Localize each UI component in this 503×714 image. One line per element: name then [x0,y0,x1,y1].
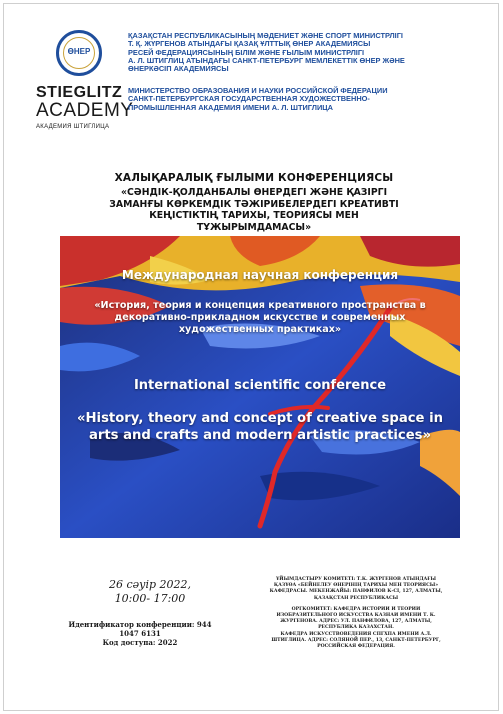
organizer-kz-line: ҰЙЫМДАСТЫРУ КОМИТЕТІ: Т.К. ЖҮРГЕНОВ АТЫНДАҒЫ [275,577,436,582]
header-ru-line: ПРОМЫШЛЕННАЯ АКАДЕМИЯ ИМЕНИ А. Л. ШТИГЛИЦА [128,102,334,112]
header-kz-line: ҚАЗАҚСТАН РЕСПУБЛИКАСЫНЫҢ МӘДЕНИЕТ ЖӘНЕ СПОРТ МИНИСТРЛІГІ [128,31,403,40]
banner-ru-line: «История, теория и концепция креативного пространства в [94,300,426,311]
academy-name-line3: АКАДЕМИЯ ШТИГЛИЦА [36,124,110,130]
poster-page [3,3,499,711]
banner-ru-theme [60,300,460,336]
organizer-ru-line: РЕСПУБЛИКА КАЗАХСТАН. [318,625,394,631]
organizer-ru-line: РОССИЙСКАЯ ФЕДЕРАЦИЯ. [317,644,395,650]
theme-kz-line: «СӘНДІК-ҚОЛДАНБАЛЫ ӨНЕРДЕГІ ЖӘНЕ ҚАЗІРГІ [120,187,388,198]
organizer-ru-line: ИЗОБРАЗИТЕЛЬНОГО ИСКУССТВА КАЗНАИ ИМЕНИ Т. К. [276,613,436,619]
event-date: 26 сәуір 2022, [108,578,192,591]
organizer-ru-line: ЖУРГЕНОВА. АДРЕС: УЛ. ПАНФИЛОВА, 127, АЛМАТЫ, [280,619,432,625]
academy-name-line2: ACADEMY [36,100,134,121]
conference-theme-kz [34,187,474,233]
header-kz-line: А. Л. ШТИГЛИЦ АТЫНДАҒЫ САНКТ-ПЕТЕРБУРГ МЕМЛЕКЕТТІК ӨНЕР ЖӘНЕ [128,55,405,65]
organizers-block [236,577,476,650]
banner-en-theme [60,410,460,444]
banner-ru-heading: Международная научная конференция [121,268,399,282]
banner-en-line: «History, theory and concept of creative space in [77,411,443,426]
conference-access-info [50,620,230,647]
logo-text: ӨНЕР [67,47,91,56]
header-kz-line: ӨНЕРКӘСІП АКАДЕМИЯСЫ [128,64,229,74]
theme-kz-line: ТҰЖЫРЫМДАМАСЫ» [196,221,312,233]
access-code: Код доступа: 2022 [102,638,178,647]
academy-name-line1: STIEGLITZ [36,84,123,101]
banner-en-line: arts and crafts and modern artistic practices» [88,428,432,443]
stieglitz-academy-logo [36,84,134,130]
header-kz-line: РЕСЕЙ ФЕДЕРАЦИЯСЫНЫҢ БІЛІМ ЖӘНЕ ҒЫЛЫМ МИНИСТРЛІГІ [128,47,365,57]
theme-kz-line: КЕҢІСТІКТІҢ ТАРИХЫ, ТЕОРИЯСЫ МЕН [149,210,359,221]
painting-banner [60,236,460,538]
event-datetime [90,578,210,606]
oner-logo [56,30,102,76]
header-russian [128,87,473,112]
organizer-ru-line: КАФЕДРА ИСКУССТВОВЕДЕНИЯ СПГХПА ИМЕНИ А.Л. [280,631,432,637]
organizer-ru-line: ОРГКОМИТЕТ: КАФЕДРА ИСТОРИИ И ТЕОРИИ [291,606,421,612]
banner-ru-line: декоративно-прикладном искусстве и современных [114,312,406,323]
conference-title-kazakh [34,172,474,233]
banner-ru-line: художественных практиках» [178,324,342,335]
theme-kz-line: ЗАМАНҒЫ КӨРКЕМДІК ТӘЖІРИБЕЛЕРДЕГІ КРЕАТИВТІ [109,198,399,210]
header-ru-line: МИНИСТЕРСТВО ОБРАЗОВАНИЯ И НАУКИ РОССИЙСКОЙ ФЕДЕРАЦИИ [128,86,388,95]
header-ru-line: САНКТ-ПЕТЕРБУРГСКАЯ ГОСУДАРСТВЕННАЯ ХУДОЖЕСТВЕННО- [128,94,370,104]
conference-heading-kz: ХАЛЫҚАРАЛЫҚ ҒЫЛЫМИ КОНФЕРЕНЦИЯСЫ [114,172,394,184]
header-kz-line: Т. Қ. ЖҮРГЕНОВ АТЫНДАҒЫ ҚАЗАҚ ҰЛТТЫҚ ӨНЕР АКАДЕМИЯСЫ [128,39,371,49]
organizer-kz-line: ҚАЗАҚСТАН РЕСПУБЛИКАСЫ [313,595,399,601]
event-time: 10:00- 17:00 [114,592,186,605]
organizer-kz-line: КАФЕДРАСЫ. МЕКЕНЖАЙЫ: ПАНФИЛОВ К-СІ, 127, АЛМАТЫ, [269,589,443,595]
organizer-kz-line: ҚАЗҰӨА «БЕЙНЕЛЕУ ӨНЕРІНІҢ ТАРИХЫ МЕН ТЕОРИЯСЫ» [273,583,439,589]
organizer-ru-line: ШТИГЛИЦА. АДРЕС: СОЛЯНОЙ ПЕР., 13, САНКТ-ПЕТЕРБУРГ, [271,637,441,643]
banner-en-heading: International scientific conference [133,378,387,393]
header-kazakh [128,32,473,73]
conference-id-line1: Идентификатор конференции: 944 [68,620,212,629]
conference-id-line2: 1047 6131 [119,629,161,638]
